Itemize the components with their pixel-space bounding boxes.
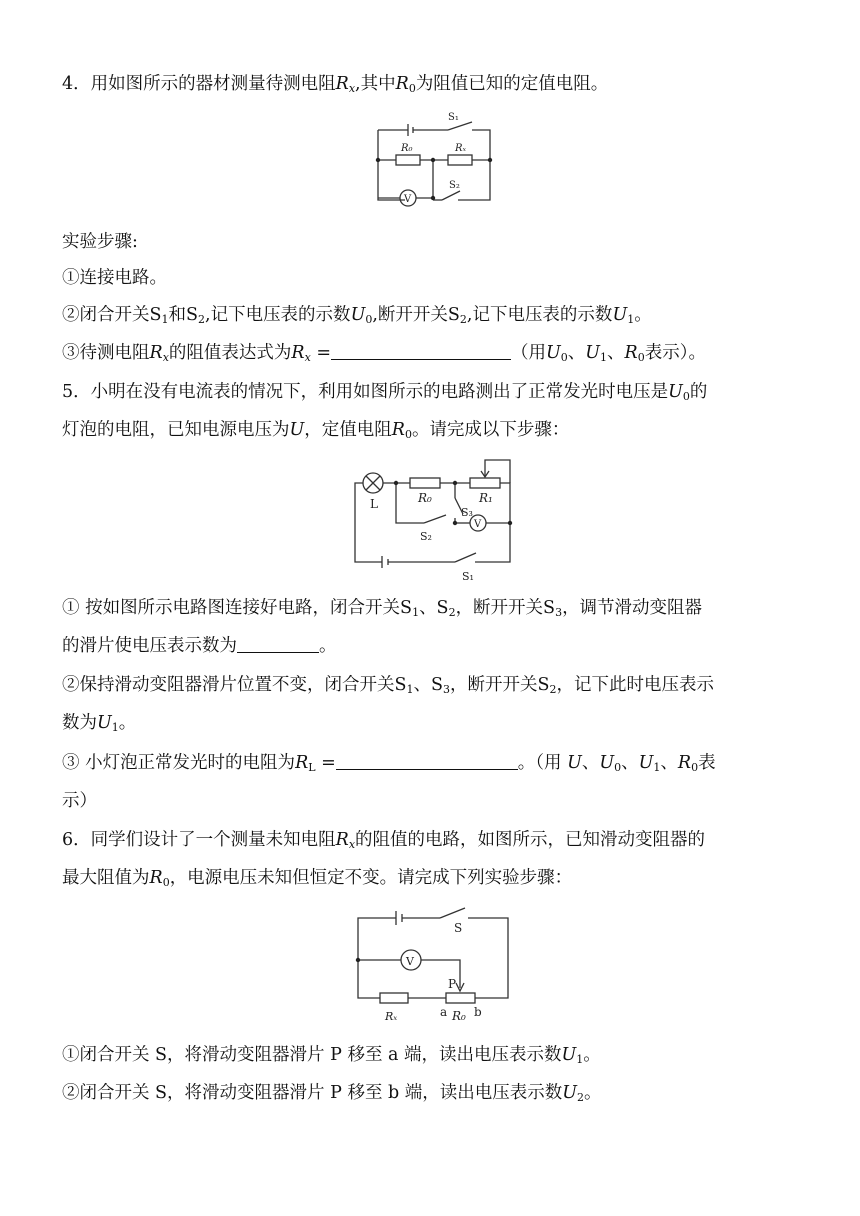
q6-step2: ②闭合开关 S，将滑动变阻器滑片 P 移至 b 端，读出电压表示数$U_2$。 <box>62 1083 602 1104</box>
q4-steps-title: 实验步骤: <box>62 232 138 252</box>
q6-label-a: a <box>440 1005 448 1019</box>
q4-label-rx: Rₓ <box>455 143 467 154</box>
q4-step3: ③待测电阻$R_x$的阻值表达式为$R_x$ = （用$U_0$、$U_1$、$R_0$表示）。 <box>62 343 706 364</box>
q5-label-l: L <box>370 497 378 511</box>
q5-label-s1: S₁ <box>462 570 474 583</box>
q6-label-p: P <box>448 977 457 991</box>
q6-label-r0: R₀ <box>452 1009 466 1023</box>
q5-stem-line2: 灯泡的电阻，已知电源电压为U，定值电阻$R_0$。请完成以下步骤： <box>62 420 570 441</box>
q5-stem-line1: 5．小明在没有电流表的情况下，利用如图所示的电路测出了正常发光时电压是$U_0$的 <box>62 382 708 403</box>
q6-step1: ①闭合开关 S，将滑动变阻器滑片 P 移至 a 端，读出电压表示数$U_1$。 <box>62 1045 601 1066</box>
q4-step1: ①连接电路。 <box>62 268 167 288</box>
q4-label-s1: S₁ <box>448 112 459 123</box>
q5-label-s2: S₂ <box>420 530 432 543</box>
q4-label-r0: R₀ <box>401 143 413 154</box>
q5-step2-line1: ②保持滑动变阻器滑片位置不变，闭合开关$S_1$、$S_3$，断开开关$S_2$，记下此时电压表示 <box>62 675 714 696</box>
q5-label-r0: R₀ <box>418 491 432 505</box>
q5-label-r1: R₁ <box>479 491 493 505</box>
q5-step1-line2: 的滑片使电压表示数为 。 <box>62 636 337 656</box>
q4-stem: 4．用如图所示的器材测量待测电阻$R_x$,其中$R_0$为阻值已知的定值电阻。 <box>62 74 609 95</box>
q6-label-b: b <box>474 1005 482 1019</box>
q6-stem-line1: 6．同学们设计了一个测量未知电阻$R_x$的阻值的电路，如图所示，已知滑动变阻器的 <box>62 830 706 851</box>
q4-label-s2: S₂ <box>449 180 460 191</box>
q5-step1-line1: ① 按如图所示电路图连接好电路，闭合开关$S_1$、$S_2$，断开开关$S_3$，调节滑动变阻器 <box>62 598 703 619</box>
q6-label-v: V <box>406 955 414 968</box>
q4-step2: ②闭合开关$S_1$和$S_2$,记下电压表的示数$U_0$,断开开关$S_2$,记下电压表的示数$U_1$。 <box>62 305 652 326</box>
q5-step2-line2: 数为$U_1$。 <box>62 713 137 734</box>
q5-label-v: V <box>474 519 482 530</box>
q6-label-s: S <box>454 921 463 935</box>
q5-step3-line1: ③ 小灯泡正常发光时的电阻为$R_L$ = 。（用 U、$U_0$、$U_1$、$R_0$表 <box>62 753 716 774</box>
q6-label-rx: Rₓ <box>385 1010 398 1023</box>
q6-stem-line2: 最大阻值为$R_0$，电源电压未知但恒定不变。请完成下列实验步骤： <box>62 868 573 889</box>
q5-step3-line2: 示） <box>62 791 97 811</box>
q4-label-v: V <box>404 194 412 205</box>
q5-label-s3: S₃ <box>461 506 473 519</box>
